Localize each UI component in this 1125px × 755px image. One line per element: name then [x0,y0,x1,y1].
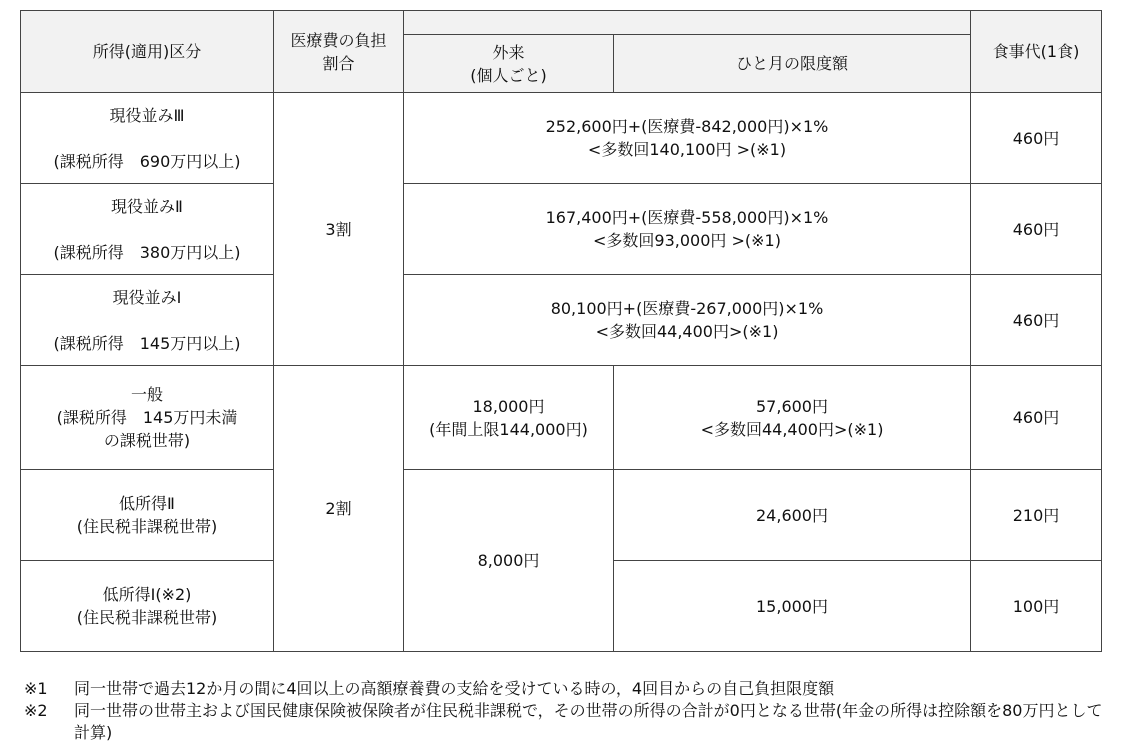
header-income-category: 所得(適用)区分 [21,11,274,93]
category-condition: (課税所得 145万円以上) [53,333,241,353]
outpatient-annual-cap: (年間上限144,000円) [429,419,588,439]
limit-formula: 167,400円+(医療費-558,000円)×1% [545,208,829,227]
header-spacer [404,11,971,35]
income-category-cell [21,275,274,366]
table-row [21,93,1102,184]
header-burden-ratio-line1: 医療費の負担 [290,30,387,50]
category-condition: (課税所得 380万円以上) [53,242,241,262]
header-monthly-limit: ひと月の限度額 [614,35,971,93]
footnotes [24,678,1114,744]
limit-multiple: <多数回93,000円 >(※1) [593,231,781,250]
footnote-mark: ※2 [24,701,48,720]
burden-ratio-cell: 3割 [274,93,404,366]
income-category-cell [21,366,274,470]
header-burden-ratio-line2: 割合 [322,53,355,73]
footnote-1 [24,678,1114,700]
footnote-2 [24,700,1114,744]
category-name: 現役並みⅠ [112,287,182,307]
category-condition-cont: の課税世帯) [103,431,191,450]
limit-multiple: <多数回44,400円>(※1) [700,419,884,439]
medical-cost-limit-table [20,10,1102,652]
header-outpatient-line2: (個人ごと) [470,65,547,85]
monthly-limit-cell [404,275,971,366]
footnote-text: 同一世帯で過去12か月の間に4回以上の高額療養費の支給を受けている時の，4回目からの自己負担限度額 [74,679,835,698]
income-category-cell [21,184,274,275]
footnote-text: 同一世帯の世帯主および国民健康保険被保険者が住民税非課税で，その世帯の所得の合計が0円となる世帯(年金の所得は控除額を80万円として計算) [74,701,1103,742]
outpatient-limit-cell [404,366,614,470]
category-condition: (課税所得 690万円以上) [53,151,241,171]
header-outpatient-line1: 外来 [492,42,525,62]
limit-amount: 57,600円 [756,396,828,416]
table-row [21,470,1102,561]
category-name: 一般 [130,385,163,404]
monthly-limit-cell [404,93,971,184]
category-name: 低所得Ⅱ [119,494,175,513]
limit-formula: 80,100円+(医療費-267,000円)×1% [550,299,824,318]
header-outpatient [404,35,614,93]
header-burden-ratio [274,11,404,93]
meal-cost-cell: 460円 [971,366,1102,470]
table-row [21,184,1102,275]
category-name: 現役並みⅢ [109,105,185,125]
meal-cost-cell: 460円 [971,184,1102,275]
limit-multiple: <多数回140,100円 >(※1) [587,140,787,159]
burden-ratio-cell: 2割 [274,366,404,652]
header-meal-cost: 食事代(1食) [971,11,1102,93]
meal-cost-cell: 460円 [971,275,1102,366]
income-category-cell [21,93,274,184]
income-category-cell [21,470,274,561]
footnote-mark: ※1 [24,679,48,698]
table-row [21,275,1102,366]
monthly-limit-cell [614,366,971,470]
category-condition: (住民税非課税世帯) [76,608,218,627]
limit-multiple: <多数回44,400円>(※1) [595,322,779,341]
monthly-limit-cell: 24,600円 [614,470,971,561]
table-row [21,366,1102,470]
outpatient-limit-cell: 8,000円 [404,470,614,652]
income-category-cell [21,561,274,652]
meal-cost-cell: 210円 [971,470,1102,561]
category-condition: (住民税非課税世帯) [76,517,218,536]
monthly-limit-cell: 15,000円 [614,561,971,652]
category-name: 現役並みⅡ [111,196,183,216]
outpatient-amount: 18,000円 [472,396,545,416]
limit-formula: 252,600円+(医療費-842,000円)×1% [545,117,829,136]
category-condition: (課税所得 145万円未満 [56,408,238,427]
monthly-limit-cell [404,184,971,275]
meal-cost-cell: 100円 [971,561,1102,652]
category-name: 低所得Ⅰ(※2) [102,585,192,604]
meal-cost-cell: 460円 [971,93,1102,184]
